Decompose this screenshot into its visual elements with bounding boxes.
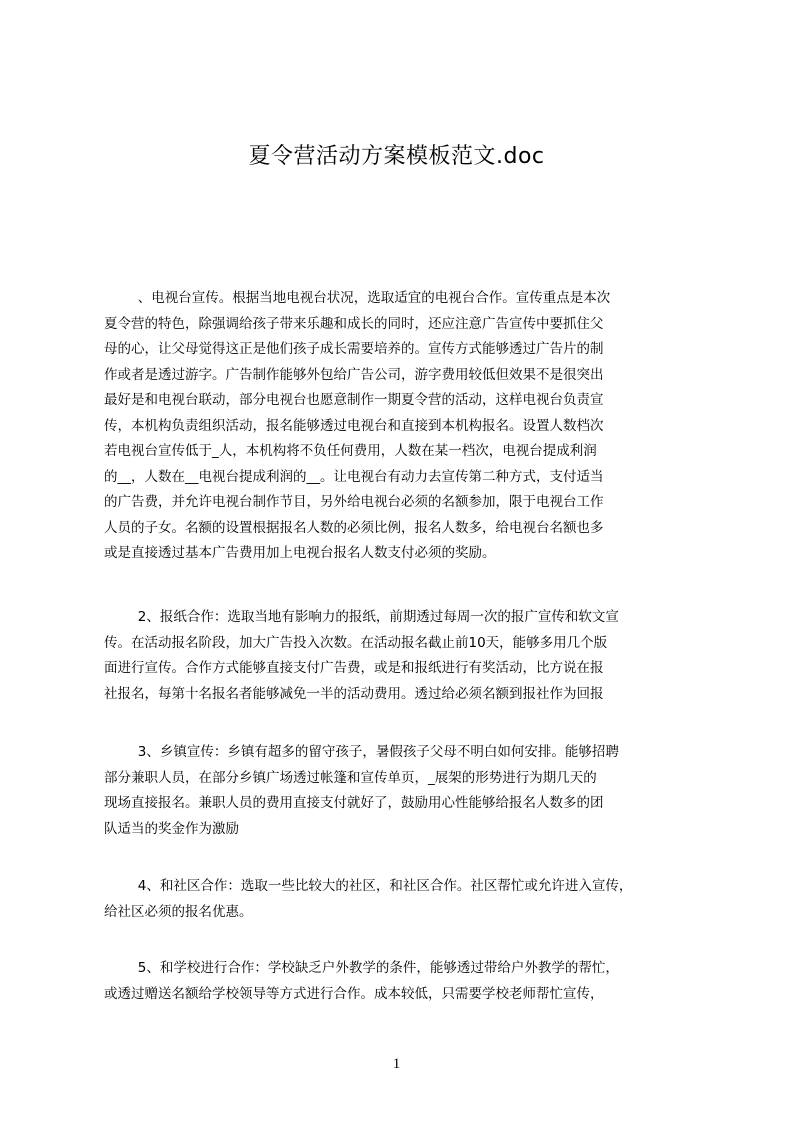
paragraph-line: 传，本机构负责组织活动，报名能够透过电视台和直接到本机构报名。设置人数档次	[104, 417, 604, 434]
paragraph-line: 人员的子女。名额的设置根据报名人数的必须比例，报名人数多，给电视台名额也多	[104, 519, 604, 536]
paragraph-line: 5、和学校进行合作：学校缺乏户外教学的条件，能够透过带给户外教学的帮忙，	[137, 960, 619, 976]
paragraph-community-cooperation	[104, 874, 724, 925]
document-title: 夏令营活动方案模板范文.doc	[248, 144, 545, 169]
paragraph-line: 夏令营的特色，除强调给孩子带来乐趣和成长的同时，还应注意广告宣传中要抓住父	[104, 315, 604, 332]
paragraph-line: 3、乡镇宣传：乡镇有超多的留守孩子，暑假孩子父母不明白如何安排。能够招聘	[137, 744, 619, 760]
page-number: 1	[392, 1056, 401, 1072]
paragraph-line: 的广告费，并允许电视台制作节目，另外给电视台必须的名额参加，限于电视台工作	[104, 494, 604, 510]
paragraph-line: 部分兼职人员，在部分乡镇广场透过帐篷和宣传单页，_展架的形势进行为期几天的	[104, 769, 597, 786]
paragraph-school-cooperation	[104, 956, 724, 1007]
paragraph-line: 或透过赠送名额给学校领导等方式进行合作。成本较低，只需要学校老师帮忙宣传，	[104, 985, 604, 1002]
paragraph-line: 的__，人数在__电视台提成利润的__。让电视台有动力去宣传第二种方式，支付适当	[104, 468, 604, 485]
paragraph-line: 作或者是透过游字。广告制作能够外包给广告公司，游字费用较低但效果不是很突出	[104, 366, 604, 383]
paragraph-line: 现场直接报名。兼职人员的费用直接支付就好了，鼓励用心性能够给报名人数多的团	[104, 795, 604, 811]
paragraph-line: 队适当的奖金作为激励	[104, 820, 239, 837]
paragraph-newspaper-cooperation	[104, 605, 724, 707]
paragraph-line: 最好是和电视台联动，部分电视台也愿意制作一期夏令营的活动，这样电视台负责宣	[104, 392, 604, 408]
paragraph-line: 2、报纸合作：选取当地有影响力的报纸，前期透过每周一次的报广宣传和软文宣	[137, 609, 619, 625]
paragraph-tv-promotion	[104, 286, 724, 567]
paragraph-line: 传。在活动报名阶段，加大广告投入次数。在活动报名截止前10天，能够多用几个版	[104, 634, 608, 651]
paragraph-line: 面进行宣传。合作方式能够直接支付广告费，或是和报纸进行有奖活动，比方说在报	[104, 660, 604, 676]
paragraph-line: 社报名，每第十名报名者能够减免一半的活动费用。透过给必须名额到报社作为回报	[104, 685, 604, 702]
paragraph-line: 若电视台宣传低于_人，本机构将不负任何费用，人数在某一档次，电视台提成利润	[104, 443, 597, 459]
paragraph-line: 给社区必须的报名优惠。	[104, 903, 253, 920]
paragraph-line: 4、和社区合作：选取一些比较大的社区，和社区合作。社区帮忙或允许进入宣传，	[137, 878, 633, 894]
paragraph-line: 母的心，让父母觉得这正是他们孩子成长需要培养的。宣传方式能够透过广告片的制	[104, 341, 604, 357]
paragraph-line: 或是直接透过基本广告费用加上电视台报名人数支付必须的奖励。	[104, 545, 496, 561]
paragraph-township-promotion	[104, 740, 724, 842]
paragraph-line: 、电视台宣传。根据当地电视台状况，选取适宜的电视台合作。宣传重点是本次	[137, 290, 611, 306]
